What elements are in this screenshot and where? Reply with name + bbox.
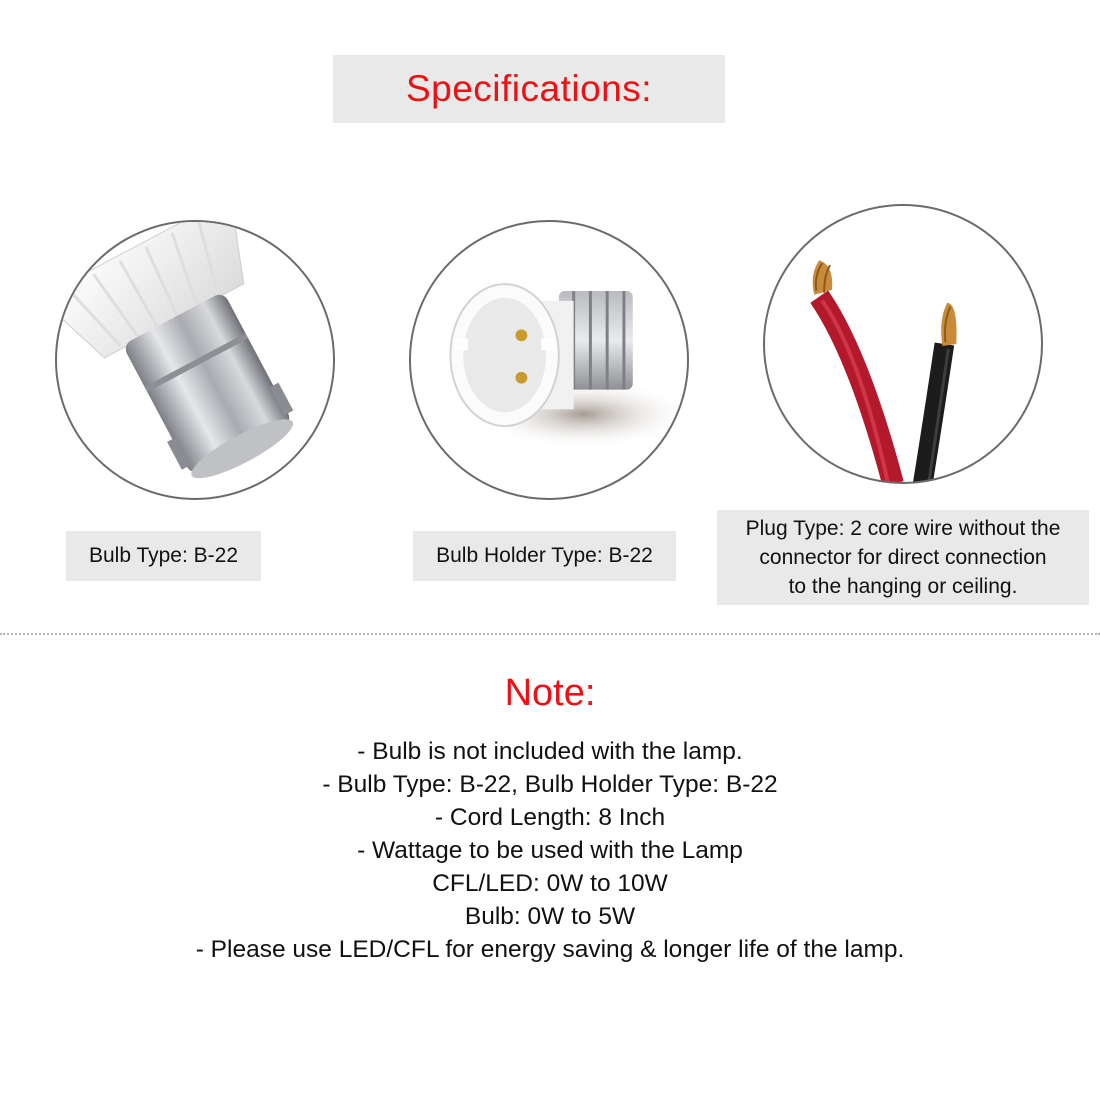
bulb-holder-image — [409, 220, 689, 500]
note-line: Bulb: 0W to 5W — [464, 903, 636, 930]
dotted-divider — [0, 633, 1100, 635]
specifications-title: Specifications: — [405, 68, 653, 109]
bulb-type-caption — [66, 531, 261, 581]
wire-image — [763, 204, 1043, 484]
specifications-header — [333, 55, 725, 123]
note-list — [0, 735, 1100, 966]
bulb-base-image — [55, 220, 335, 500]
note-line: - Cord Length: 8 Inch — [434, 804, 666, 831]
two-core-wire-illustration — [765, 206, 1041, 482]
bulb-base-illustration — [57, 222, 333, 498]
note-title: Note: — [504, 672, 596, 714]
bulb-holder-type-caption-text: Bulb Holder Type: B-22 — [436, 544, 653, 567]
bulb-type-caption-text: Bulb Type: B-22 — [88, 544, 239, 567]
note-line: - Bulb is not included with the lamp. — [357, 738, 743, 765]
plug-type-caption-line: Plug Type: 2 core wire without the — [745, 517, 1061, 540]
note-line: - Please use LED/CFL for energy saving & longer life of the lamp. — [195, 936, 905, 963]
note-line: CFL/LED: 0W to 10W — [432, 870, 668, 897]
bulb-holder-type-caption — [413, 531, 676, 581]
note-line: - Bulb Type: B-22, Bulb Holder Type: B-22 — [322, 771, 778, 798]
plug-type-caption-line: connector for direct connection — [759, 546, 1047, 569]
plug-type-caption — [717, 510, 1089, 605]
plug-type-caption-line: to the hanging or ceiling. — [788, 575, 1018, 598]
note-line: - Wattage to be used with the Lamp — [357, 837, 743, 864]
bulb-holder-illustration — [411, 222, 687, 498]
